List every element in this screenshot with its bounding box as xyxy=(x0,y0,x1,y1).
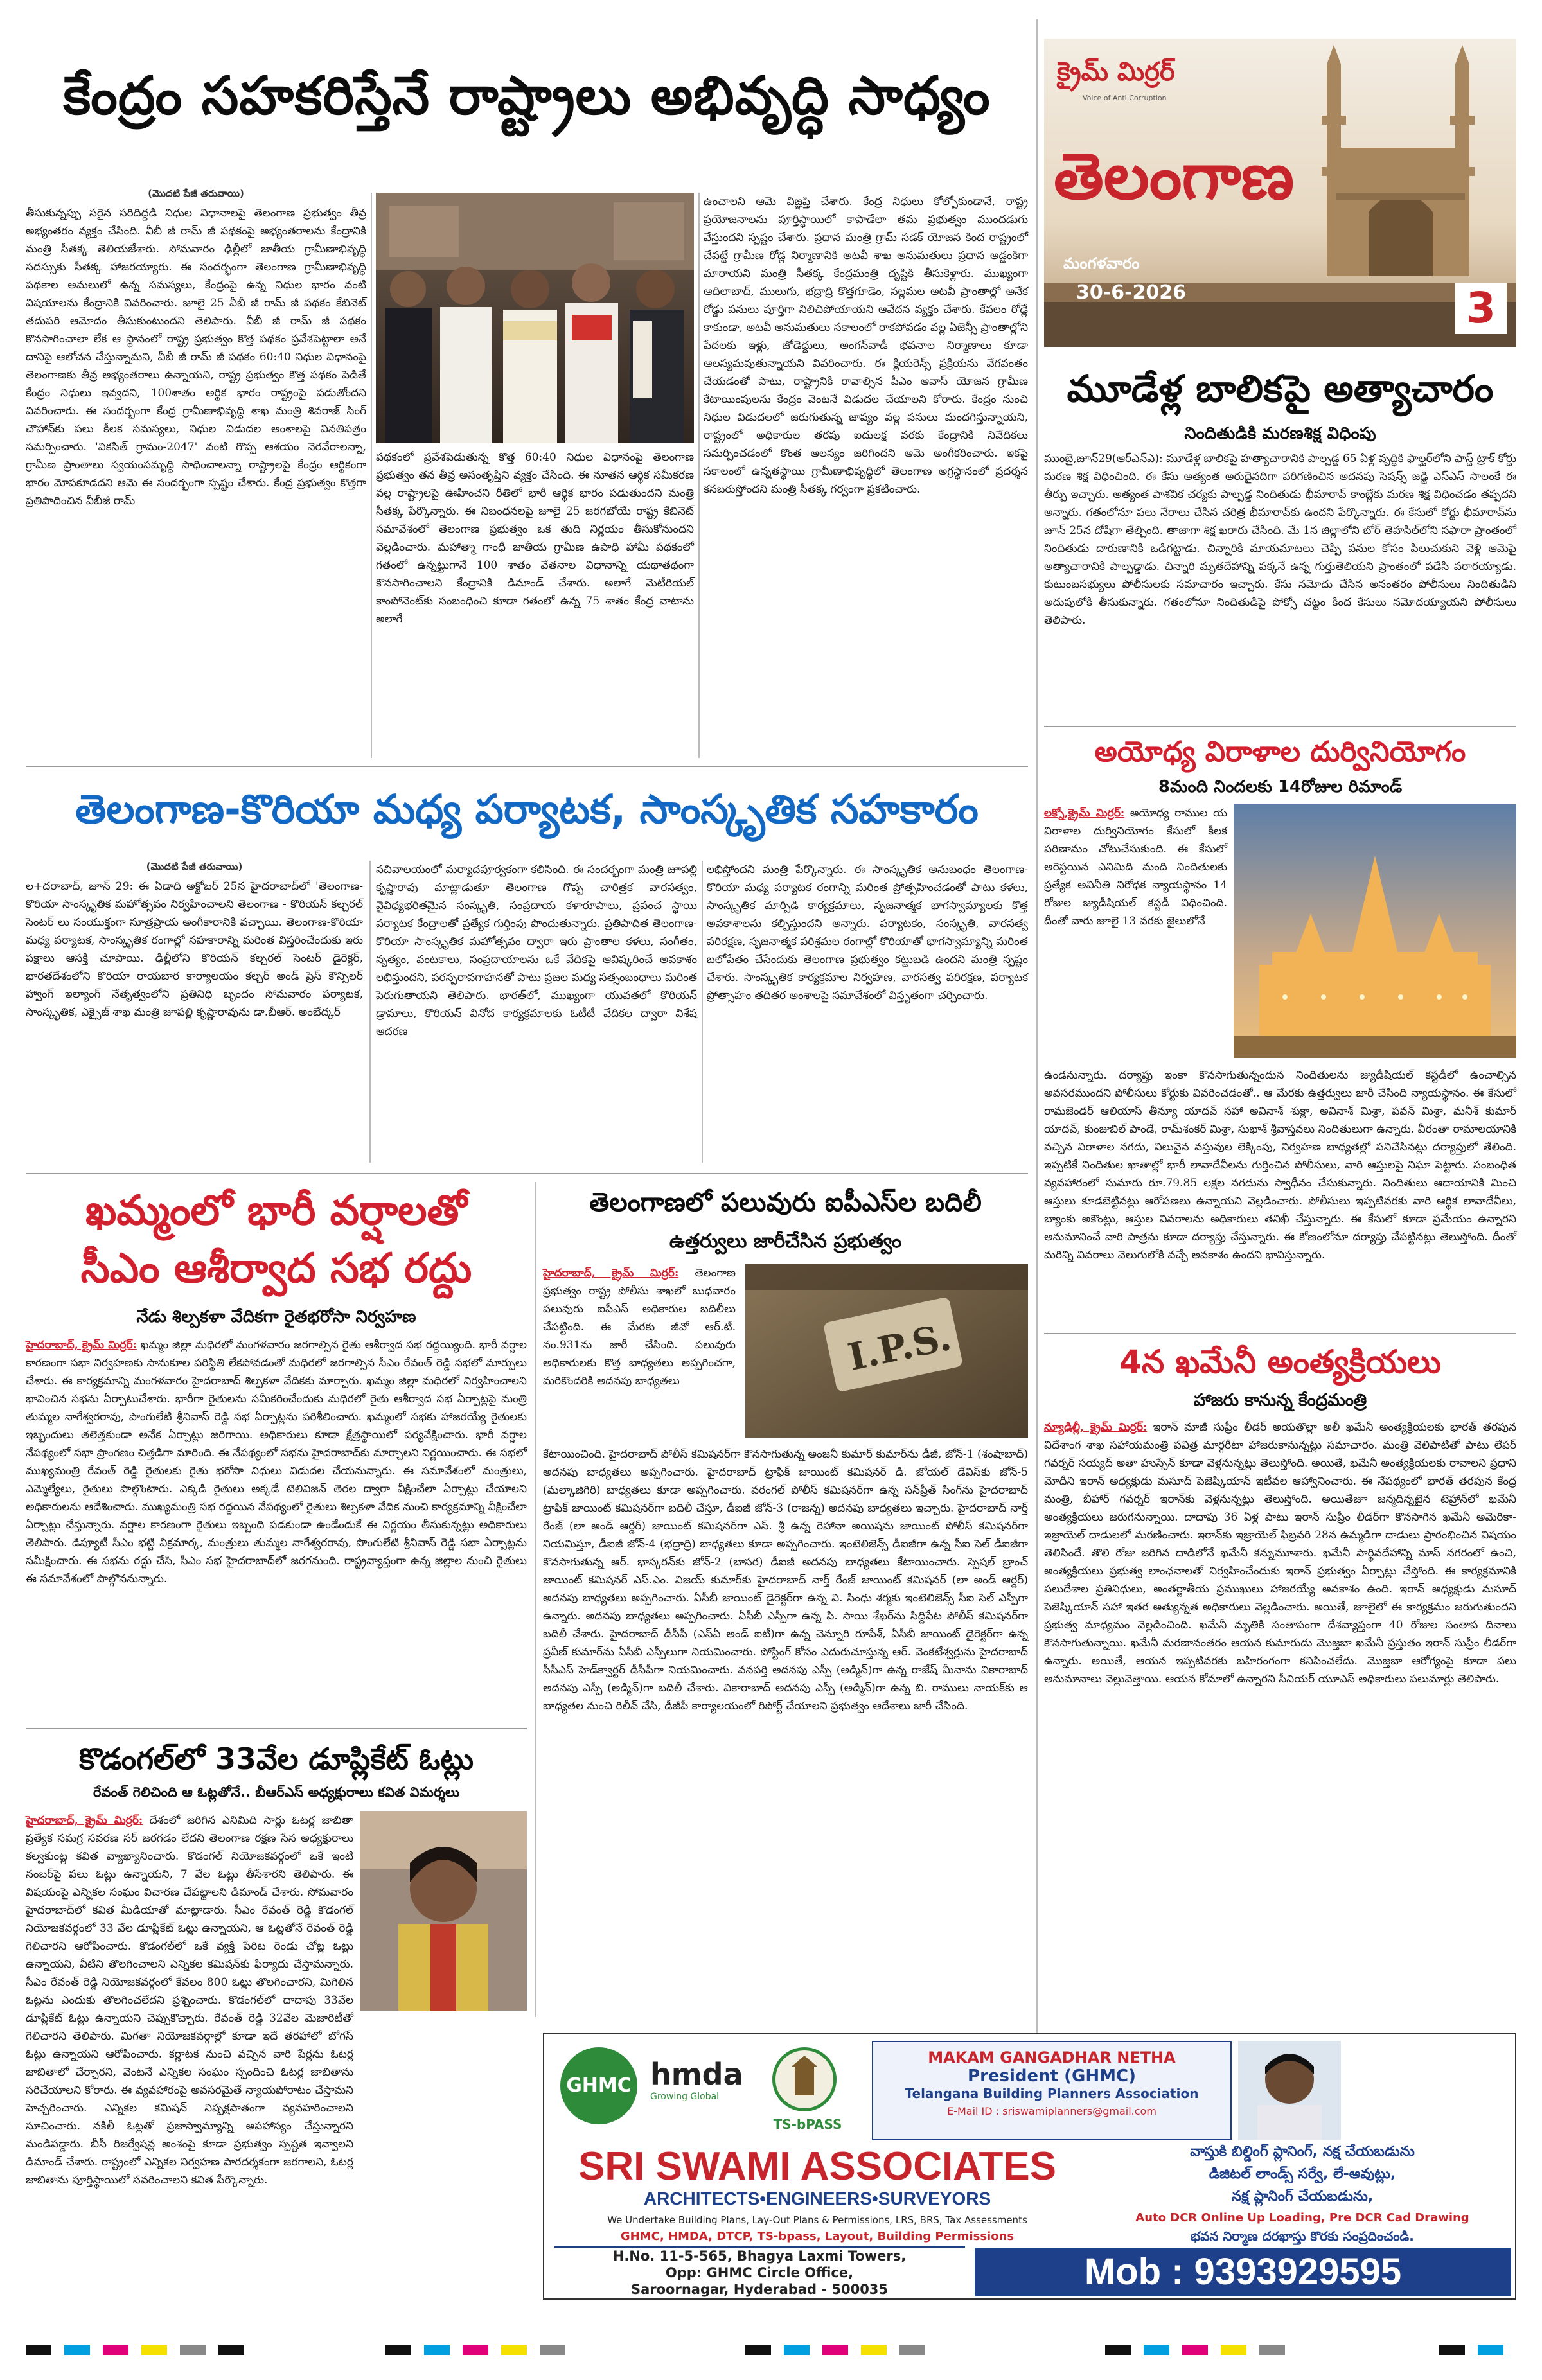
balika-subheadline: నిందితుడికి మరణశిక్ష విధింపు xyxy=(1184,424,1376,443)
ips-text-bottom: కేటాయించింది. హైదరాబాద్ పోలీస్ కమిషనర్‌గా కొనసాగుతున్న అంజనీ కుమార్ కుమార్‌ను డీజీ, జోన్-1 (శంషాబాద్) అదనపు బాధ్యతలు అప్పగించారు. హైదరాబాద్ ట్రాఫిక్ జాయింట్ కమిషనర్ డి. జోయల్ డేవిస్‌కు జోన్-5 (మల్కాజిగిరి) బాధ్యతలు కూడా అప్పగించారు. వరంగల్ పోలీస్ కమిషనర్‌గా ఉన్న సన్‌ప్రీత్ సింగ్‌ను హైదరాబాద్ ట్రాఫిక్ జాయింట్ కమిషనర్‌గా బదిలీ చేస్తూ, డీఐజీ జోన్-3 (రాజన్న) అదనపు బాధ్యతలు ఇచ్చారు. హైదరాబాద్ నార్త్ రేంజ్ (లా అండ్ ఆర్డర్) జాయింట్ కమిషనర్‌గా ఎస్. శ్రీ ఉన్న రెహానా అయిషను జాయింట్ పోలీస్ కమిషనర్‌గా నియమిస్తూ, డీఐజీ జోన్-4 (భద్రాద్రి) బాధ్యతలు కూడా అప్పగించారు. ఇంటెలిజెన్స్ డీఐజీగా ఉన్న సీఐ సెల్ డీఐజీగా కొనసాగుతున్న ఆర్. భాస్కరన్‌కు జోన్-2 (బాసర) డీఐజీ అదనపు బాధ్యతలు కేటాయించారు. స్పెషల్ బ్రాంచ్ జాయింట్ కమిషనర్ ఎస్.ఎం. విజయ్ కుమార్‌కు హైదరాబాద్ నార్త్ రేంజ్ జాయింట్ కమిషనర్ (లా అండ్ ఆర్డర్) అదనపు బాధ్యతలు అప్పగించారు. ఏసీబీ జాయింట్ డైరెక్టర్‌గా ఉన్న వి. సింధు శర్మకు ఇంటెలిజెన్స్ సీఐ సెల్ ఎస్పీగా ఉన్నారు. అదనపు బాధ్యతలు అప్పగించారు. ఏసీబీ ఎస్పీగా ఉన్న పి. సాయి శేఖర్‌ను సిద్దిపేట పోలీస్ కమిషనర్‌గా బదిలీ చేశారు. హైదరాబాద్ డీసీపీ (ఎస్‌ఏ అండ్ ఐటీ)గా ఉన్న చెన్నూరి రూపేశ్, ఏసీబీ జాయింట్ డైరెక్టర్‌గా ఉన్న ప్రవీణ్ కుమార్‌ను ఏసీబీ ఎస్పీలుగా నియమించారు. పోస్టింగ్ కోసం ఎదురుచూస్తున్న ఆర్. వెంకటేశ్వర్లును హైదరాబాద్ సీసీఎస్ హెడ్‌క్వార్టర్ డీసీపీగా నియమించారు. వనపర్తి అదనపు ఎస్పీ (అడ్మిన్)గా ఉన్న రాజేష్ మీనాను వికారాబాద్ అదనపు ఎస్పీ (అడ్మిన్)గా బదిలీ చేశారు. వికారాబాద్ అదనపు ఎస్పీ (అడ్మిన్)గా ఉన్న బి. రాములు నాయక్‌కు ఆ బాధ్యతల నుంచి రిలీవ్ చేసి, డీజీపీ కార్యాలయంలో రిపోర్ట్ చేయాలని ప్రభుత్వం ఆదేశాలు జారీ చేసింది. xyxy=(543,1448,1032,1713)
ad-autodcr: Auto DCR Online Up Loading, Pre DCR Cad Drawing xyxy=(1135,2211,1469,2225)
firm-services: We Undertake Building Plans, Lay-Out Plans & Permissions, LRS, BRS, Tax Assessments xyxy=(607,2214,1027,2226)
khamenei-subheadline: హాజరు కానున్న కేంద్రమంత్రి xyxy=(1193,1391,1367,1410)
khamenei-body: ఇరాన్ మాజీ సుప్రీం లీడర్ అయతొల్లా అలీ ఖమేనీ అంత్యక్రియలకు భారత్ తరపున విదేశాంగ శాఖ సహాయమంత్రి పవిత్ర మార్గరీటా హాజరుకానున్నట్లు సమాచారం. మంత్రి వెలిపాటితో పాటు లేపర్ గవర్నర్ సయ్యద్ అతా హుస్సేన్ కూడా వెళ్లనున్నట్లు తెలుస్తోంది. అయితే, ఖమేనీ అంత్యక్రియలకు రావాలని ప్రధాని మోదీని ఇరాన్ అధ్యక్షుడు మసూద్ పెజెష్కియాన్ ఇటీవల ఆహ్వానించారు. ఈ నేపథ్యంలో భారత్ తరపున కేంద్ర మంత్రి, బీహార్ గవర్నర్ ఇరాన్‌కు వెళ్లనున్నట్లు తెలుస్తోంది. అయితేజూ జన్మదిన్నటైన టెహ్రాన్‌లో ఖమేనీ అంత్యక్రియలు జరుగనున్నాయి. దాదాపు 36 ఏళ్ల పాటు ఇరాన్ సుప్రీం లీడర్‌గా కొనసాగిన ఖమేనీ అమెరికా-ఇజ్రాయెల్ దాడులలో మరణించారు. ఇరాన్‌కు ఇజ్రాయెల్ ఫిబ్రవరి 28న ఉమ్మడిగా దాడులు ప్రారంభించిన విషయం తెలిసిందే. తొలి రోజు జరిగిన దాడిలోనే ఖమేనీ కన్నుమూశారు. ఖమేనీ పార్థివదేహాన్ని మాస్ నగరంలో ఉంచి, అంత్యక్రియలు ప్రభుత్వ లాంఛనాలతో నిర్వహించేందుకు ఇరాన్ ప్రభుత్వం ఏర్పాట్లు చేస్తోంది. ఈ కార్యక్రమానికి పలుదేశాల ప్రతినిధులు, అంతర్జాతీయ ప్రముఖులు హాజరయ్యే అవకాశం ఉంది. ఇరాన్ అధ్యక్షుడు మసూద్ పెజెష్కియాన్ సహా ఇతర అత్యున్నత అధికారులు వెల్లడించారు. అయితే, జూలైలో ఈ కార్యక్రమం జరుగుతుందని ప్రభుత్వ మాధ్యమం వెల్లడించింది. ఖమేనీ మృతికి సంతాపంగా దేశవ్యాప్తంగా 40 రోజుల సంతాప దినాలు కొనసాగుతున్నాయి. ఖమేనీ మరణానంతరం ఆయన కుమారుడు మొజ్తబా ఖమేనీ ప్రస్తుతం ఇరాన్ సుప్రీం లీడర్‌గా ఉన్నారు. అయితే, ఆయన ఇప్పటివరకు బహిరంగంగా కనిపించలేదు. మొజ్తబా ఆరోగ్యంపై కూడా పలు అనుమానాలు వెల్లువెత్తాయి. ఆయన కోమాలో ఉన్నారని సీనియర్ యూఎస్ అధికారులు పలుమార్లు తెలిపారు. xyxy=(1044,1421,1520,1686)
ayodhya-temple-photo xyxy=(1234,804,1516,1058)
ayodhya-text-top xyxy=(1044,804,1231,1066)
telangana-emblem-icon xyxy=(772,2047,837,2111)
ad-address-line-2: Opp: GHMC Circle Office, xyxy=(665,2265,854,2280)
hmda-tagline: Growing Global xyxy=(650,2092,720,2102)
section-divider xyxy=(26,1728,527,1729)
ad-address-box xyxy=(554,2246,965,2296)
date-label: 30-6-2026 xyxy=(1076,281,1187,304)
section-divider xyxy=(26,1173,1028,1174)
firm-professions: ARCHITECTS•ENGINEERS•SURVEYORS xyxy=(643,2189,991,2208)
kodangal-body: దేశంలో జరిగిన ఎనిమిది సార్లు ఓటర్ల జాబితా ప్రత్యేక సమగ్ర సవరణ సర్ జరగడం లేదని తెలంగాణ రక్షణ సేన అధ్యక్షురాలు కల్వకుంట్ల కవిత వ్యాఖ్యానించారు. కొడంగల్ నియోజకవర్గంలో ఒకే ఇంటి నంబర్‌పై పలు ఓట్లు ఉన్నాయని, 7 వేల ఓట్లు తీసేశారని తెలిపారు. ఈ విషయంపై ఎన్నికల సంఘం విచారణ చేపట్టాలని డిమాండ్ చేశారు. సోమవారం హైదరాబాద్‌లో కవిత మీడియాతో మాట్లాడారు. సీఎం రేవంత్ రెడ్డి కొడంగల్ నియోజకవర్గంలో 33 వేల డూప్లికేట్ ఓట్లు ఉన్నాయని, ఆ ఓట్లతోనే రేవంత్ రెడ్డి గెలిచారని ఆరోపించారు. కొడంగల్‌లో ఒకే వ్యక్తి పేరిట రెండు చోట్ల ఓట్లు ఉన్నాయని, వీటిని తొలగించాలని ఎన్నికల కమిషన్‌కు ఫిర్యాదు చేస్తామన్నారు. సీఎం రేవంత్ రెడ్డి నియోజకవర్గంలో కేవలం 800 ఓట్లు తొలగించారని, మిగిలిన ఓట్లను ఎందుకు తొలగించలేదని ప్రశ్నించారు. కొడంగల్‌లో దాదాపు 33వేల డూప్లికేట్ ఓట్లు ఉన్నాయని చెప్పుకొచ్చారు. రేవంత్ రెడ్డి 32వేల మెజారిటీతో గెలిచారని తెలిపారు. మిగతా నియోజకవర్గాల్లో కూడా ఇదే తరహాలో బోగస్ ఓట్లు ఉన్నాయని ఆరోపించారు. కర్ణాటక నుంచి వచ్చిన వారి పేర్లను ఓటర్ల జాబితాలో చేర్చారని, వెంటనే ఎన్నికల సంఘం స్పందించి ఓటర్ల జాబితాను సరిచేయాలని కోరారు. ఈ వ్యవహారంపై అవసరమైతే న్యాయపోరాటం చేస్తామని హెచ్చరించారు. ఎన్నికల కమిషన్ నిష్పక్షపాతంగా వ్యవహరించాలని సూచించారు. నకిలీ ఓట్లతో ప్రజాస్వామ్యాన్ని అపహాస్యం చేస్తున్నారని మండిపడ్డారు. బీసీ రిజర్వేషన్ల అంశంపై కూడా ప్రభుత్వం స్పష్టత ఇవ్వాలని డిమాండ్ చేశారు. రాష్ట్రంలో ఎన్నికల నిర్వహణ పారదర్శకంగా జరగాలని, ఓటర్ల జాబితాను పూర్తిస్థాయిలో సవరించాలని కవిత పేర్కొన్నారు. xyxy=(26,1814,357,2187)
ad-address-line-1: H.No. 11-5-565, Bhagya Laxmi Towers, xyxy=(612,2248,907,2264)
ad-telugu-line-3: నక్ష ప్లానింగ్ చేయబడును, xyxy=(1231,2189,1374,2205)
khammam-subheadline: నేడు శిల్పకళా వేదికగా రైతభరోసా నిర్వహణ xyxy=(136,1307,416,1327)
ad-address-line-3: Saroornagar, Hyderabad - 500035 xyxy=(630,2282,889,2297)
lead-continued: (మొదటి పేజీ తరువాయి) xyxy=(148,188,244,199)
ayodhya-text-bottom: ఉండనున్నారు. దర్యాప్తు ఇంకా కొనసాగుతున్నందున నిందితులను జ్యుడీషియల్ కస్టడీలో ఉంచాల్సిన అవసరముందని పోలీసులు కోర్టుకు వివరించడంతో.. ఆ మేరకు ఉత్తర్వులు జారీ చేసింది న్యాయస్థానం. ఈ కేసులో రామజెండర్ ఆలియాస్ తీన్యూ యాదవ్ సహా అవినాశ్ శుక్లా, అవినాశ్ మిశ్రా, పవన్ మిశ్రా, మనీశ్ కుమార్ యాదవ్, కుంజుబిల్ పాండే, రామ్‌శంకర్ మిశ్రా, సుఖాశ్ శ్రీవాస్తవలు నిందితులుగా ఉన్నారు. వీరంతా రామాలయానికి వచ్చిన విరాళాల నగదు, విలువైన వస్తువుల లెక్కింపు, నిర్వహణ బాధ్యతల్లో పనిచేసినట్లు దర్యాప్తులో తేలింది. ఇప్పటికే నిందితుల ఖాతాల్లో భారీ లావాదేవీలను గుర్తించిన పోలీసులు, వారి ఆస్తులపై నిఘా పెట్టారు. సంబంధిత వ్యవహారంలో సుమారు రూ.79.85 లక్షల నగదును స్వాధీనం చేసుకున్నారు. నిందితులు ఆదాయానికి మించి ఆస్తులు కూడబెట్టినట్లు ఆరోపణలు ఉన్నాయని వెల్లడించారు. పోలీసులు ఇప్పటివరకు వారి ఆర్థిక లావాదేవీలు, బ్యాంకు అకౌంట్లు, ఆస్తుల వివరాలను అధికారులు తనిఖీ చేస్తున్నారు. ఈ కేసులో కూడా ప్రమేయం ఉన్నారని అనుమానించే వారి పాత్రను కూడా దర్యాప్తు చేస్తున్నారు. ఈ కోణంలోనూ దర్యాప్తు చేపట్టినట్లు తెలుస్తోంది. దీంతో మరిన్ని వివరాలు వెలుగులోకి వచ్చే అవకాశం ఉందని భావిస్తున్నారు. xyxy=(1044,1069,1520,1262)
korea-column-1: ల+దరాబాద్, జూన్ 29: ఈ ఏడాది అక్టోబర్ 25న హైదరాబాద్‌లో 'తెలంగాణ-కొరియా సాంస్కృతిక మహోత్సవం నిర్వహించాలని తెలంగాణ - కొరియన్ కల్చరల్ సెంటర్ లు సంయుక్తంగా సూత్రప్రాయ అంగీకారానికి వచ్చాయి. తెలంగాణ-కొరియా మధ్య పర్యాటక, సాంస్కృతిక రంగాల్లో సహకారాన్ని మరింత విస్తరించేందుకు ఇరు పక్షాలు ఆసక్తి చూపాయి. ఢిల్లీలోని కొరియన్ కల్చరల్ సెంటర్ డైరెక్టర్, భారతదేశంలోని కొరియా రాయబార కార్యాలయం కల్చర్ అండ్ ప్రెస్ కౌన్సిలర్ హ్వాంగ్ ఇల్యాంగ్ నేతృత్వంలోని ప్రతినిధి బృందం సోమవారం పర్యాటక, సాంస్కృతిక, ఎక్సైజ్ శాఖ మంత్రి జూపల్లి కృష్ణారావును డా.బీఆర్. అంబేద్కర్ xyxy=(26,880,367,1019)
ghmc-logo xyxy=(560,2047,637,2124)
page-number: 3 xyxy=(1455,283,1507,334)
brand-logo: క్రైమ్ మిర్రర్ xyxy=(1057,57,1175,87)
hmda-logo xyxy=(650,2057,759,2115)
column-rule xyxy=(702,861,703,1163)
firm-approvals: GHMC, HMDA, DTCP, TS-bpass, Layout, Building Permissions xyxy=(620,2230,1015,2243)
ips-text-top xyxy=(543,1264,740,1441)
section-divider xyxy=(1044,1333,1516,1334)
column-rule xyxy=(371,193,372,758)
ad-mobile: Mob : 9393929595 xyxy=(975,2248,1511,2296)
ayodhya-subheadline: 8మంది నిందలకు 14రోజుల రిమాండ్ xyxy=(1158,777,1403,797)
section-divider xyxy=(26,766,1028,767)
ad-telugu-line-1: వాస్తుకి బిల్డింగ్ ప్లానింగ్, నక్ష చేయబడును xyxy=(1190,2144,1415,2160)
khammam-headline-line-1: ఖమ్మంలో భారీ వర్షాలతో xyxy=(85,1187,467,1235)
ips-subheadline: ఉత్తర్వులు జారీచేసిన ప్రభుత్వం xyxy=(669,1230,902,1253)
president-box xyxy=(872,2041,1232,2140)
kodangal-subheadline: రేవంత్ గెలిచింది ఆ ఓట్లతోనే.. బీఆర్ఎస్ అధ్యక్షురాలు కవిత విమర్శలు xyxy=(93,1785,460,1800)
korea-continued: (మొదటి పేజీ తరువాయి) xyxy=(146,861,243,872)
column-rule xyxy=(1036,19,1038,2287)
tsbpass-logo: TS-bPASS xyxy=(773,2117,842,2132)
kavitha-photo xyxy=(360,1811,527,2011)
kodangal-headline: కొడంగల్‌లో 33వేల డూప్లికేట్ ఓట్లు xyxy=(79,1741,474,1776)
hmda-logo-text: hmda xyxy=(650,2057,743,2092)
lead-photo xyxy=(376,193,694,443)
lead-column-2: పథకంలో ప్రవేశపెడుతున్న కొత్త 60:40 నిధుల విధానంపై తెలంగాణ ప్రభుత్వం తన తీవ్ర అసంతృప్తిని వ్యక్తం చేసింది. ఈ నూతన ఆర్థిక సమీకరణ వల్ల రాష్ట్రాలపై ఊహించని రీతిలో భారీ ఆర్థిక భారం పడుతుందని మంత్రి సీతక్క పేర్కొన్నారు. ఈ నిబంధనలపై జూలై 25 జరగబోయే రాష్ట్ర కేబినెట్ సమావేశంలో తెలంగాణ ప్రభుత్వం ఒక తుది నిర్ణయం తీసుకోనుందని వెల్లడించారు. మహాత్మా గాంధీ జాతీయ గ్రామీణ ఉపాధి హామీ పథకంలో గతంలో ఉన్నట్టుగానే 100 శాతం వేతనాల విధానాన్ని యథాతథంగా కొనసాగించాలని కేంద్రానికి డిమాండ్ చేశారు. అలాగే మెటీరియల్ కాంపోనెంట్‌కు సంబంధించి కూడా గతంలో ఉన్న 75 శాతం కేంద్ర వాటాను అలాగే xyxy=(376,451,698,626)
ips-badge-photo xyxy=(745,1264,1028,1438)
firm-name: SRI SWAMI ASSOCIATES xyxy=(578,2144,1057,2189)
ips-headline: తెలంగాణలో పలువురు ఐపీఎస్‌ల బదిలీ xyxy=(589,1188,982,1217)
ghmc-logo-text: GHMC xyxy=(566,2074,632,2097)
advertisement xyxy=(543,2033,1516,2300)
khamenei-dateline: న్యూఢిల్లీ, క్రైమ్ మిర్రర్: xyxy=(1044,1421,1148,1434)
association-name: Telangana Building Planners Association xyxy=(905,2086,1199,2101)
ayodhya-headline: అయోధ్య విరాళాల దుర్వినియోగం xyxy=(1094,736,1466,768)
ayodhya-dateline: లక్నో,క్రైమ్ మిర్రర్: xyxy=(1044,807,1125,820)
ad-telugu-line-4: భవన నిర్మాణ దరఖాస్తు కొరకు సంప్రదించండి. xyxy=(1191,2228,1414,2244)
balika-text: ముంబై,జూన్29(ఆర్ఎన్ఎ): మూడేళ్ల బాలికపై హత్యాచారానికి పాల్పడ్డ 65 ఏళ్ల వృద్ధికి ఫాల్ఘర్‌లోని ఫాస్ట్ ట్రాక్ కోర్టు మరణ శిక్ష విధించింది. ఈ కేసు అత్యంత అరుదైనదిగా పరిగణించిన అదనపు సెషన్స్ జడ్జి ఎస్ఎస్ సాలంకే ఈ తీర్పు ఇచ్చారు. అత్యంత పాశవిక చర్యకు పాల్పడ్డ నిందితుడు భీమారావ్ కాంబ్లేకు మరణ శిక్ష విధించడం తప్పదని అన్నారు. గతంలోనూ పలు నేరాలు చేసిన చరిత్ర భీమారావ్‌కు ఉందని పేర్కొన్నారు. ఈ కేసులో కోర్టు భీమారావ్‌ను జూన్ 25న దోషిగా తేల్చింది. తాజాగా శిక్ష ఖరారు చేసింది. మే 1న జిల్లాలోని బోర్ తెహసిల్‌లోని సఫారా ప్రాంతంలో నిందితుడు దారుణానికి ఒడిగట్టాడు. చిన్నారికి మాయమాటలు చెప్పి పనుల కోసం పిలుచుకుని వెళ్లి ఆమెపై అత్యాచారానికి పాల్పడ్డాడు. చిన్నారి మృతదేహాన్ని పక్కనే ఉన్న గుర్తుతెలియని ప్రాంతంలో పడేసి పరారయ్యాడు. కుటుంబసభ్యులు పోలీసులకు సమాచారం ఇచ్చారు. కేసు నమోదు చేసిన అనంతరం పోలీసులు నిందితుడిని అదుపులోకి తీసుకున్నారు. గతంలోనూ నిందితుడిపై పోక్సో చట్టం కింద కేసులు నమోదయ్యాయని పోలీసులు తెలిపారు. xyxy=(1044,452,1520,627)
khamenei-headline: 4న ఖమేనీ అంత్యక్రియలు xyxy=(1119,1343,1441,1380)
khamenei-text xyxy=(1044,1418,1520,1964)
korea-column-2: సచివాలయంలో మర్యాదపూర్వకంగా కలిసింది. ఈ సందర్భంగా మంత్రి జూపల్లి కృష్ణారావు మాట్లాడుతూ తెలంగాణ గొప్ప చారిత్రక వారసత్వం, వైవిధ్యభరితమైన సంస్కృతి, సంప్రదాయ కళారూపాలు, ప్రపంచ స్థాయి పర్యాటక కేంద్రాలతో ప్రత్యేక గుర్తింపు పొందుతున్నారు. ప్రతిపాదిత తెలంగాణ-కొరియా సాంస్కృతిక మహోత్సవం ద్వారా ఇరు ప్రాంతాల కళలు, సంగీతం, నృత్యం, వంటకాలు, సంప్రదాయాలను ఒకే వేదికపై ఆవిష్కరించే అవకాశం లభిస్తుందని, పరస్పరావగాహనతో పాటు ప్రజల మధ్య సత్సంబంధాలు మరింత పెరుగుతాయని తెలిపారు. భారత్‌లో, ముఖ్యంగా యువతలో కొరియన్ డ్రామాలు, కొరియన్ వినోద కార్యక్రమాలకు ఓటీటీ వేదికల ద్వారా విశేష ఆదరణ xyxy=(376,863,701,1038)
ayodhya-text-top-body: అయోధ్య రాముల య విరాళాల దుర్వినియోగం కేసులో కీలక పరిణామం చోటుచేసుకుంది. ఈ కేసులో అరెస్టయిన ఎనిమిది మంది నిందితులకు ప్రత్యేక అవినీతి నిరోధక న్యాయస్థానం 14 రోజుల జ్యుడీషియల్ కస్టడీ విధించింది. దీంతో వారు జూలై 13 వరకు జైలులోనే xyxy=(1044,807,1231,928)
column-rule xyxy=(535,1182,536,2017)
masthead xyxy=(1044,39,1516,347)
khammam-text xyxy=(26,1336,531,1722)
ips-text-top-body: తెలంగాణ ప్రభుత్వం రాష్ట్ర పోలీసు శాఖలో బుధవారం పలువురు ఐపీఎస్ అధికారుల బదిలీలు చేపట్టింది. ఈ మేరకు జీవో ఆర్.టీ. నం.931ను జారీ చేసింది. పలువురు అధికారులకు కొత్త బాధ్యతలు అప్పగించగా, మరికొందరికి అదనపు బాధ్యతలు xyxy=(543,1267,740,1388)
section-title: తెలంగాణ xyxy=(1054,139,1295,214)
kodangal-dateline: హైదరాబాద్, క్రైమ్ మిర్రర్: xyxy=(26,1814,143,1827)
khammam-dateline: హైదరాబాద్, క్రైమ్ మిర్రర్: xyxy=(26,1339,137,1352)
ips-badge-text: I.P.S. xyxy=(844,1314,955,1380)
column-rule xyxy=(698,193,700,758)
email-line: E-Mail ID : sriswamiplanners@gmail.com xyxy=(947,2105,1156,2117)
brand-tagline: Voice of Anti Corruption xyxy=(1083,94,1167,102)
khammam-body: ఖమ్మం జిల్లా మధిరలో మంగళవారం జరగాల్సిన రైతు ఆశీర్వాద సభ రద్దయ్యింది. భారీ వర్షాల కారణంగా సభా నిర్వహణకు సానుకూల పరిస్థితి లేకపోవడంతో మధిరలో జరగాల్సిన సీఎం రేవంత్ రెడ్డి సభలో మార్పులు చేశారు. ఈ కార్యక్రమాన్ని మంగళవారం హైదరాబాద్ శిల్పకళా వేదికకు మార్చారు. ఖమ్మం జిల్లా మధిరలో నిర్వహించాలని భావించిన సభను ఏర్పాటుచేశారు. భారీగా రైతులను సమీకరించేందుకు మధిరలో రైతు ఆశీర్వాద సభ ఏర్పాట్లపై మంత్రి తుమ్మల నాగేశ్వరరావు, పొంగులేటి శ్రీనివాస్ రెడ్డి సభ ఏర్పాట్లను పరిశీలించారు. ఖమ్మంలో సభకు హాజరయ్యే రైతులకు ఇబ్బందులు తలెత్తకుండా అనేక ఏర్పాట్లు జరిగాయి. అధికారులు కూడా క్షేత్రస్థాయిలో పర్యవేక్షించారు. భారీ వర్షాల నేపథ్యంలో సభా ప్రాంగణం చిత్తడిగా మారింది. ఈ నేపథ్యంలో సభను హైదరాబాద్‌కు మార్చాలని నిర్ణయించారు. ఈ సభలో ముఖ్యమంత్రి రేవంత్ రెడ్డి రైతులకు రైతు భరోసా నిధులు విడుదల చేయనున్నారు. ఈ సమావేశంలో మంత్రులు, ఎమ్మెల్యేలు, రైతులు పాల్గొంటారు. ఎక్కడి రైతులు అక్కడే టెలివిజన్ తెరల ద్వారా వీక్షించేలా ఏర్పాట్లు చేయాలని అధికారులను ఆదేశించారు. ముఖ్యమంత్రి సభ రద్దయిన నేపథ్యంలో రైతులు శిల్పకళా వేదిక నుంచి కార్యక్రమాన్ని వీక్షించేలా ఏర్పాట్లు చేస్తున్నారు. వర్షాల కారణంగా రైతులు ఇబ్బంది పడకుండా ఉండేందుకే ఈ నిర్ణయం తీసుకున్నట్లు అధికారులు తెలిపారు. డిప్యూటీ సీఎం భట్టి విక్రమార్క, మంత్రులు తుమ్మల నాగేశ్వరరావు, పొంగులేటి శ్రీనివాస్ రెడ్డి సభా ఏర్పాట్లను సమీక్షించారు. ఈ సభను రద్దు చేసి, సీఎం సభ హైదరాబాద్‌లో జరగనుంది. రాష్ట్రవ్యాప్తంగా ఉన్న జిల్లాల నుంచి రైతులు ఈ సమావేశంలో పాల్గొననున్నారు. xyxy=(26,1339,531,1585)
ad-telugu-line-2: డిజిటల్ లాండ్స్ సర్వే, లే-అవుట్లు, xyxy=(1209,2166,1396,2182)
khammam-headline-line-2: సీఎం ఆశీర్వాద సభ రద్దు xyxy=(80,1245,472,1292)
lead-column-1: తీసుకున్నప్పు సరైన సరిదిద్దడి నిధుల విధానాలపై తెలంగాణ ప్రభుత్వం తీవ్ర అభ్యంతరం వ్యక్తం చేసింది. వీబీ జీ రామ్ జీ పథకంపై అభ్యంతరాలను కేంద్రానికి మంత్రి సీతక్క తెలియజేశారు. సోమవారం ఢిల్లీలో జాతీయ గ్రామీణాభివృద్ధి సదస్సుకు సీతక్క హాజరయ్యారు. ఈ సందర్భంగా తెలంగాణ గ్రామీణాభివృద్ధి పథకాల అమలులో ఉన్న సమస్యలు, కేంద్రంపై ఉన్న నిధుల భారం వంటి విషయాలను కేంద్రానికి వివరించారు. జూలై 25 వీబీ జీ రామ్ జీ పథకం కేబినెట్ తదుపరి ఆమోదం తీసుకుంటుందని తెలిపారు. వీబీ జీ రామ్ జీ పథకం కొనసాగించాలా లేక ఆ స్థానంలో రాష్ట్ర ప్రభుత్వం కొత్త పథకం ప్రవేశపెట్టాలా అనే దానిపై ఆలోచన చేస్తున్నామని, వీబీ జీ రామ్ జీ పథకం 60:40 నిధుల విధానంపై తెలంగాణకు తీవ్ర అభ్యంతరాలు ఉన్నాయని, రాష్ట్ర ప్రభుత్వం కొత్త పథకం పెడితే కేంద్రం నిధులు ఇవ్వదని, 100శాతం అర్థిక భారం రాష్ట్రంపై పడుతోందని వివరించారు. ఈ సందర్భంగా కేంద్ర గ్రామీణాభివృద్ధి శాఖ మంత్రి శివరాజ్ సింగ్ చౌహాన్‌కు పలు కీలక సమస్యలు, నిధుల విడుదల అంశాలపై వినతిపత్రం సమర్పించారు. 'వికసిత్ గ్రామం-2047' వంటి గొప్ప ఆశయం నెరవేరాలన్నా, గ్రామీణ ప్రాంతాలు స్వయంసమృద్ధి సాధించాలన్నా రాష్ట్రాలపై కేంద్రం ఆర్థికంగా భారం మోపకూడదని ఆమె ఈ సందర్భంగా స్పష్టం చేశారు. కేంద్ర ప్రభుత్వం కొత్తగా ప్రతిపాదించిన వీబీజీ రామ్ xyxy=(26,207,370,507)
president-name: MAKAM GANGADHAR NETHA xyxy=(928,2049,1176,2067)
korea-column-3: లభిస్తోందని మంత్రి పేర్కొన్నారు. ఈ సాంస్కృతిక అనుబంధం తెలంగాణ-కొరియా మధ్య పర్యాటక రంగాన్ని మరింత ప్రోత్సహించడంతో పాటు కళలు, సాంస్కృతిక మార్పిడి కార్యక్రమాలు, సృజనాత్మక భాగస్వామ్యాలకు కొత్త అవకాశాలను కల్పిస్తుందని అన్నారు. పర్యాటకం, సంస్కృతి, వారసత్వ పరిరక్షణ, సృజనాత్మక పరిశ్రమల రంగాల్లో కొరియాతో భాగస్వామ్యాన్ని మరింత బలోపేతం చేసేందుకు తెలంగాణ ప్రభుత్వం కట్టుబడి ఉందని మంత్రి స్పష్టం చేశారు. సాంస్కృతిక కార్యక్రమాల నిర్వహణ, వారసత్వ పరిరక్షణ, పర్యాటక ప్రోత్సాహం తదితర అంశాలపై సమావేశంలో విస్తృతంగా చర్చించారు. xyxy=(707,863,1032,1002)
day-label: మంగళవారం xyxy=(1063,254,1140,272)
ips-dateline: హైదరాబాద్, క్రైమ్ మిర్రర్: xyxy=(543,1267,679,1280)
president-title: President (GHMC) xyxy=(968,2067,1136,2086)
lead-headline: కేంద్రం సహకరిస్తేనే రాష్ట్రాలు అభివృద్ధి సాధ్యం xyxy=(63,66,991,127)
registration-bar xyxy=(26,2345,1516,2356)
lead-column-3: ఉంచాలని ఆమె విజ్ఞప్తి చేశారు. కేంద్ర నిధులు కోల్పోకుండానే, రాష్ట్ర ప్రయోజనాలను పూర్తిస్థాయిలో కాపాడేలా తమ ప్రభుత్వం ముందడుగు వేస్తుందని స్పష్టం చేశారు. ప్రధాన మంత్రి గ్రామ్ సడక్ యోజన కింద రాష్ట్రంలో చేపట్టే గ్రామీణ రోడ్ల నిర్మాణానికి అటవీ శాఖ అనుమతులు ప్రధాన అడ్డంకిగా మారాయని మంత్రి సీతక్క కేంద్రమంత్రి దృష్టికి తీసుకెళ్లారు. ముఖ్యంగా ఆదిలాబాద్, ములుగు, భద్రాద్రి కొత్తగూడెం, నల్లమల అటవీ ప్రాంతాల్లో అనేక రోడ్డు పనులు పూర్తిగా నిలిచిపోయాయని ఆవేదన వ్యక్తం చేశారు. కేవలం రోడ్లే కాకుండా, అటవీ అనుమతులు సకాలంలో రాకపోవడం వల్ల ఏజెన్సీ ప్రాంతాల్లోని పేదలకు ఇళ్లు, జోడెద్దులు, అంగన్‌వాడీ భవనాల నిర్మాణాలు కూడా ఆలస్యమవుతున్నాయని వివరించారు. ఈ క్లియరెన్స్ ప్రక్రియను వేగవంతం చేయడంతో పాటు, రాష్ట్రానికి రావాల్సిన పీఎం ఆవాస్ యోజన గ్రామీణ కేటాయింపులను కేంద్రం వెంటనే విడుదల చేయాలని కోరారు. కేంద్రం నుంచి నిధుల విడుదలలో జరుగుతున్న జాప్యం వల్ల పనులు మందగిస్తున్నాయని, రాష్ట్రంలో అధికారుల తరపు ఐదులక్ష వరకు కేంద్రానికి నివేదికలు సమర్పించడంలో కొంత ఆలస్యం జరిగిందని ఆమె అంగీకరించారు. ఇకపై సకాలంలో ఉన్నతస్థాయి గ్రామీణాభివృద్ధిలో తెలంగాణ అగ్రస్థానంలో ప్రదర్శన కనబరుస్తోందని మంత్రి సీతక్క గర్వంగా ప్రకటించారు. xyxy=(704,195,1032,496)
section-divider xyxy=(1044,726,1516,727)
korea-headline: తెలంగాణ-కొరియా మధ్య పర్యాటక, సాంస్కృతిక సహకారం xyxy=(75,786,979,833)
kodangal-text-top xyxy=(26,1811,357,2187)
president-photo xyxy=(1238,2041,1341,2140)
balika-headline: మూడేళ్ల బాలికపై అత్యాచారం xyxy=(1067,367,1494,410)
column-rule xyxy=(369,861,371,1163)
